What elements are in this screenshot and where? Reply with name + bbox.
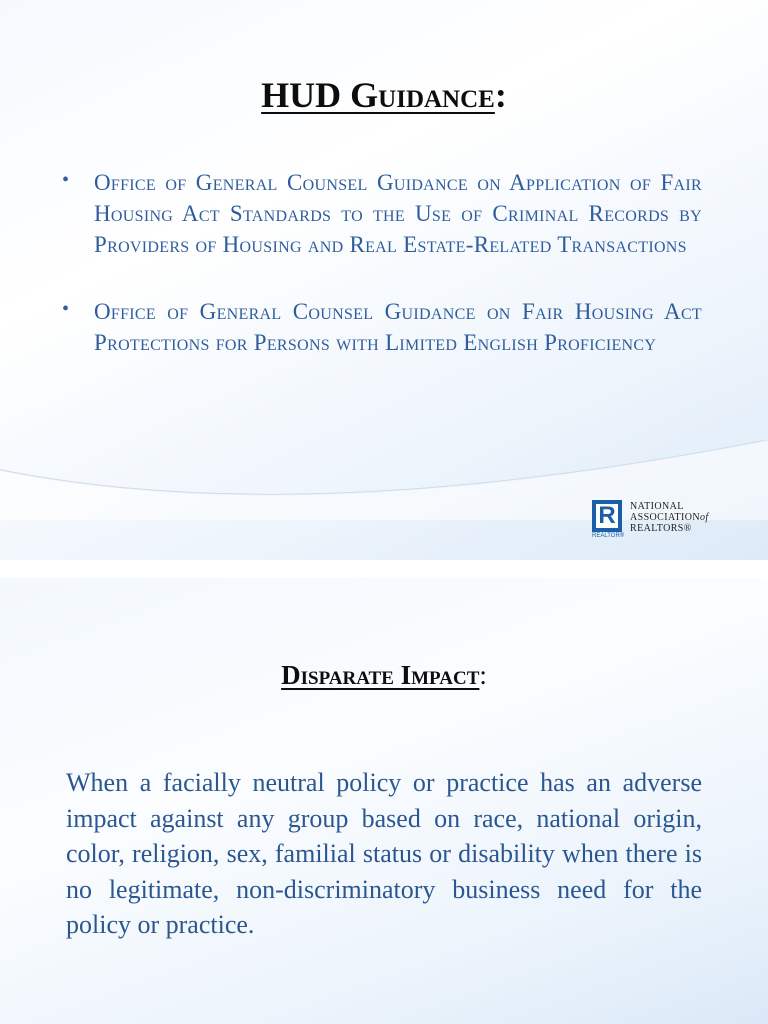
realtor-r-icon — [592, 500, 622, 532]
slide-title: Disparate Impact: — [281, 660, 487, 690]
slide-title: HUD Guidance: — [261, 75, 507, 115]
bullet-list — [62, 167, 702, 394]
logo-wordmark: NATIONAL ASSOCIATIONof REALTORS® — [630, 501, 709, 534]
list-item — [62, 167, 702, 260]
bullet-icon: • — [62, 169, 70, 191]
bullet-icon: • — [62, 298, 70, 320]
slide-separator — [0, 560, 768, 578]
bullet-text: Office of General Counsel Guidance on Application of Fair Housing Act Standards to the Use of Criminal Records by Providers of Housing and Real Estate-Related Transactions — [94, 170, 702, 257]
list-item — [62, 296, 702, 358]
nar-logo: R REALTOR® NATIONAL ASSOCIATIONof REALTORS® — [592, 500, 742, 542]
definition-paragraph: When a facially neutral policy or practice has an adverse impact against any group based on race, national origin, color, religion, sex, familial status or disability when there is no legitimate, non-discriminatory business need for the policy or practice. — [66, 768, 702, 939]
bullet-text: Office of General Counsel Guidance on Fair Housing Act Protections for Persons with Limited English Proficiency — [94, 299, 702, 355]
